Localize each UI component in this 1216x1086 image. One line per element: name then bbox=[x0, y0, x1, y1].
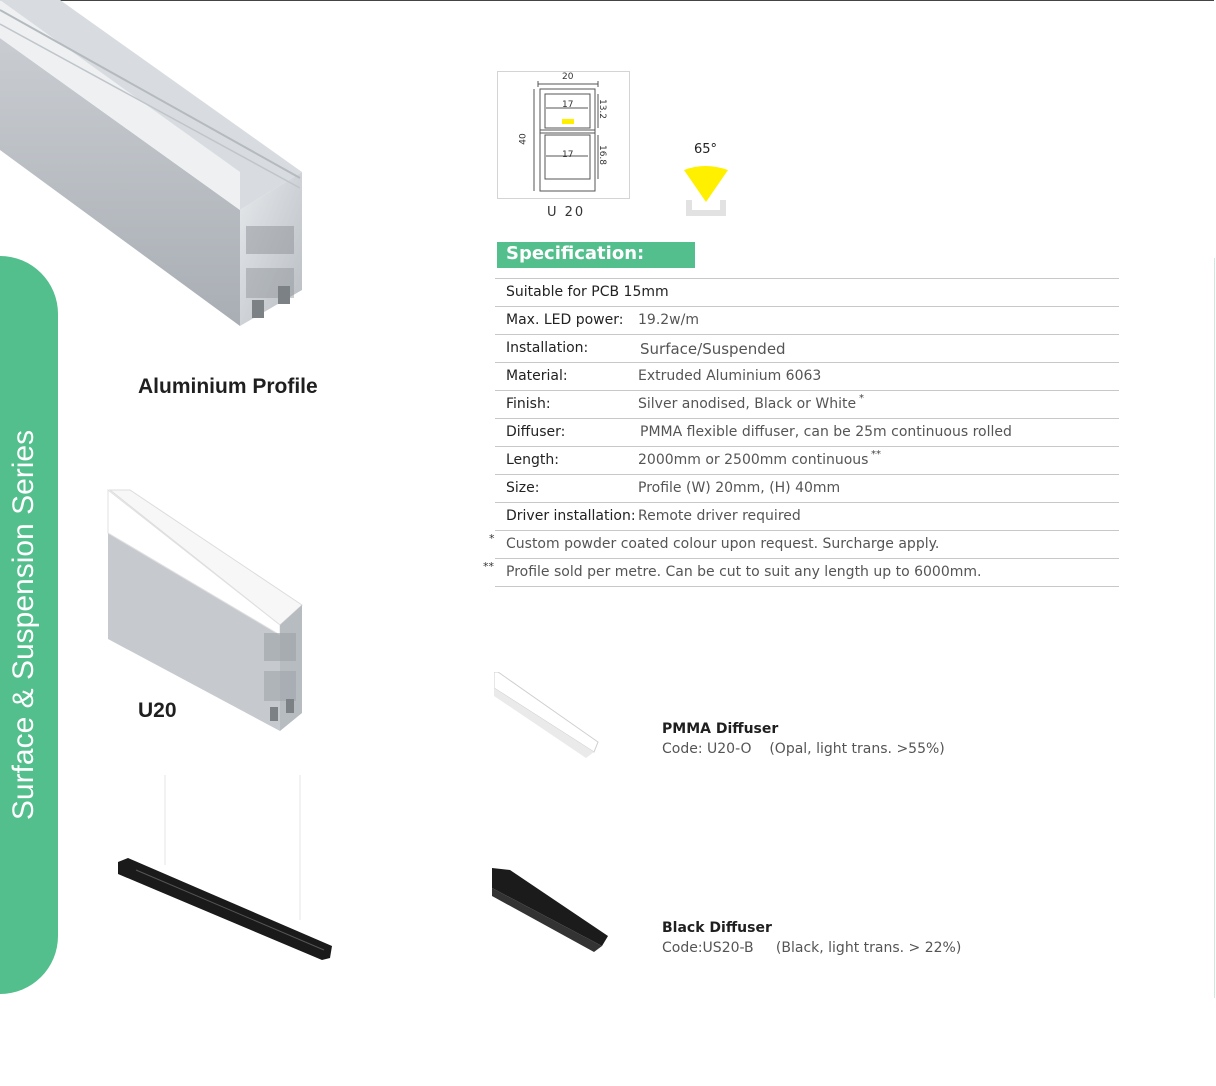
pmma-diffuser-title: PMMA Diffuser bbox=[662, 721, 779, 737]
u20-profile-image bbox=[100, 485, 310, 735]
black-diffuser-code: Code:US20-B (Black, light trans. > 22%) bbox=[662, 940, 962, 956]
spec-value: 2000mm or 2500mm continuous bbox=[638, 452, 869, 468]
spec-value: 19.2w/m bbox=[638, 312, 699, 328]
spec-value: Silver anodised, Black or White bbox=[638, 396, 857, 412]
spec-row-material bbox=[495, 362, 1119, 390]
spec-row-finish bbox=[495, 390, 1119, 418]
spec-note: Profile sold per metre. Can be cut to suit any length up to 6000mm. bbox=[506, 564, 982, 580]
spec-value: PMMA flexible diffuser, can be 25m continuous rolled bbox=[640, 424, 1012, 440]
note-marker: ** bbox=[483, 560, 494, 573]
spec-row-diffuser bbox=[495, 418, 1119, 446]
specification-table bbox=[483, 278, 1119, 587]
dim-inner-bottom: 17 bbox=[562, 150, 574, 160]
suspended-profile-image bbox=[110, 770, 340, 970]
pmma-diffuser-image bbox=[494, 672, 606, 762]
spec-note-row bbox=[483, 558, 1119, 587]
specification-heading-text: Specification: bbox=[506, 243, 645, 264]
dim-top-height: 13.2 bbox=[597, 98, 608, 120]
spec-label: Driver installation: bbox=[506, 508, 636, 524]
dim-inner-top: 17 bbox=[562, 100, 574, 110]
model-label: U20 bbox=[138, 699, 177, 722]
note-marker: * bbox=[489, 532, 495, 545]
dim-height: 40 bbox=[518, 133, 529, 145]
footnote-mark: ** bbox=[871, 449, 881, 460]
spec-row-driver bbox=[495, 502, 1119, 530]
specification-heading bbox=[497, 242, 695, 268]
spec-label: Size: bbox=[506, 480, 540, 496]
drawing-caption: U 20 bbox=[547, 205, 586, 220]
beam-angle-label: 65° bbox=[694, 142, 718, 157]
black-diffuser-title: Black Diffuser bbox=[662, 920, 772, 936]
black-diffuser-image bbox=[490, 866, 610, 956]
dim-bottom-height: 16.8 bbox=[597, 144, 608, 166]
spec-label: Length: bbox=[506, 452, 560, 468]
footnote-mark: * bbox=[859, 393, 864, 404]
spec-note-row bbox=[489, 530, 1119, 558]
spec-row-length bbox=[495, 446, 1119, 474]
dim-width: 20 bbox=[562, 72, 574, 82]
spec-value: Profile (W) 20mm, (H) 40mm bbox=[638, 480, 841, 496]
spec-value: Extruded Aluminium 6063 bbox=[638, 368, 822, 384]
product-title: Aluminium Profile bbox=[138, 375, 318, 398]
series-side-tab-label: Surface & Suspension Series bbox=[7, 429, 40, 821]
spec-label: Diffuser: bbox=[506, 424, 566, 440]
spec-note: Custom powder coated colour upon request. Surcharge apply. bbox=[506, 536, 940, 552]
spec-label: Suitable for PCB 15mm bbox=[506, 284, 669, 300]
spec-value: Remote driver required bbox=[638, 508, 801, 524]
profile-technical-drawing bbox=[497, 71, 630, 199]
aluminium-profile-image bbox=[0, 0, 310, 330]
spec-row-installation bbox=[495, 334, 1119, 362]
spec-label: Installation: bbox=[506, 340, 589, 356]
beam-angle-icon bbox=[682, 164, 730, 220]
spec-row-power bbox=[495, 306, 1119, 334]
spec-row-size bbox=[495, 474, 1119, 502]
spec-label: Max. LED power: bbox=[506, 312, 624, 328]
spec-label: Material: bbox=[506, 368, 568, 384]
pmma-diffuser-code: Code: U20-O (Opal, light trans. >55%) bbox=[662, 741, 945, 757]
spec-value: Surface/Suspended bbox=[640, 340, 786, 358]
spec-label: Finish: bbox=[506, 396, 551, 412]
spec-row-pcb bbox=[495, 278, 1119, 306]
